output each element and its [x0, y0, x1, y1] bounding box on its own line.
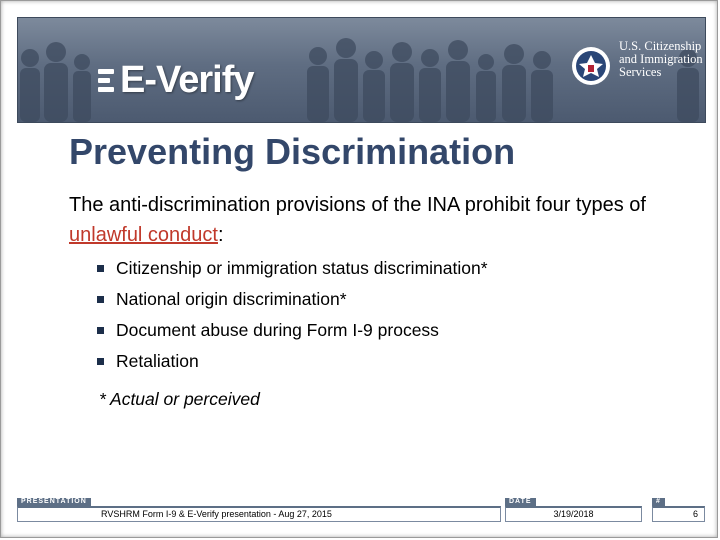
page-number: 6: [692, 509, 698, 519]
bullet-text: Retaliation: [116, 351, 199, 371]
uscis-logo: [571, 40, 703, 86]
everify-bars-icon: [98, 69, 114, 92]
intro-colon: :: [217, 224, 224, 246]
presentation-label: PRESENTATION: [17, 498, 91, 506]
dhs-seal-icon: [571, 46, 611, 86]
slide-title: Preventing Discrimination: [69, 131, 516, 172]
presentation-value: RVSHRM Form I-9 & E-Verify presentation - Aug 27, 2015: [101, 509, 332, 519]
header-banner: [17, 17, 706, 123]
square-bullet-icon: [97, 327, 104, 334]
square-bullet-icon: [97, 265, 104, 272]
list-item: [97, 315, 488, 346]
intro-text: The anti-discrimination provisions of the INA prohibit four types of: [69, 194, 646, 216]
square-bullet-icon: [97, 358, 104, 365]
list-item: [97, 346, 488, 377]
agency-name-line3: Services: [619, 65, 662, 79]
bullet-text: National origin discrimination*: [116, 289, 347, 309]
square-bullet-icon: [97, 296, 104, 303]
everify-logo-text: E-Verify: [120, 58, 254, 101]
date-value: 3/19/2018: [553, 509, 594, 519]
footnote: * Actual or perceived: [99, 389, 260, 409]
list-item: [97, 253, 488, 284]
page-field: [652, 506, 705, 522]
everify-logo: [98, 54, 254, 106]
date-field: [505, 506, 642, 522]
presentation-field: [17, 506, 501, 522]
list-item: [97, 284, 488, 315]
footer: [17, 498, 704, 521]
date-label: DATE: [505, 498, 536, 506]
intro-paragraph: [69, 190, 669, 250]
unlawful-conduct-link[interactable]: unlawful conduct: [69, 224, 218, 246]
page-label: #: [652, 498, 665, 506]
bullet-text: Citizenship or immigration status discrimination*: [116, 258, 488, 278]
agency-name-line2: and Immigration: [619, 52, 703, 66]
agency-name-line1: U.S. Citizenship: [619, 39, 702, 53]
bullet-list: [97, 253, 488, 377]
bullet-text: Document abuse during Form I-9 process: [116, 320, 439, 340]
